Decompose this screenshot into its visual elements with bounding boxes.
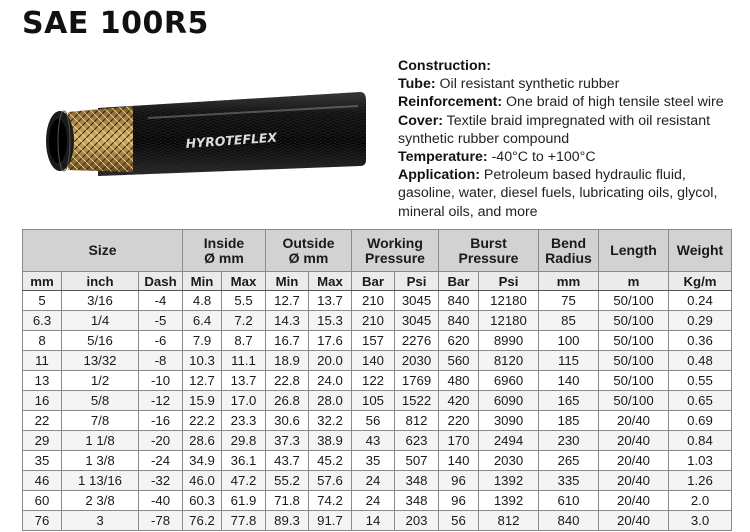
table-cell: 12.7 [266,291,309,311]
table-cell: -20 [139,431,183,451]
spec-construction: Construction: [398,58,491,74]
table-cell: 10.3 [183,351,222,371]
table-cell: 96 [439,471,479,491]
table-cell: 30.6 [266,411,309,431]
table-cell: 840 [439,311,479,331]
table-cell: 5/8 [62,391,139,411]
unit-header: Min [183,272,222,291]
table-cell: 812 [395,411,439,431]
specs-block [398,57,743,221]
table-cell: 348 [395,491,439,511]
table-cell: -78 [139,511,183,531]
table-cell: 75 [539,291,599,311]
table-cell: 105 [352,391,395,411]
table-cell: -40 [139,491,183,511]
table-row [23,371,732,391]
table-cell: 35 [23,451,62,471]
table-cell: -24 [139,451,183,471]
header-outside: Outside Ø mm [266,230,352,272]
hose-image [38,90,368,180]
table-cell: 13 [23,371,62,391]
table-cell: 5 [23,291,62,311]
unit-header: Bar [352,272,395,291]
table-cell: -5 [139,311,183,331]
table-cell: 0.65 [669,391,732,411]
table-cell: 840 [439,291,479,311]
table-cell: 210 [352,291,395,311]
table-cell: 96 [439,491,479,511]
table-cell: 0.69 [669,411,732,431]
table-cell: 60.3 [183,491,222,511]
table-cell: 2030 [479,451,539,471]
table-cell: 20/40 [599,431,669,451]
table-cell: 14.3 [266,311,309,331]
table-cell: -8 [139,351,183,371]
table-cell: 0.48 [669,351,732,371]
unit-header: Psi [395,272,439,291]
table-cell: 11.1 [222,351,266,371]
table-cell: 20.0 [309,351,352,371]
table-cell: 60 [23,491,62,511]
table-cell: 50/100 [599,371,669,391]
table-cell: 3 [62,511,139,531]
table-cell: 157 [352,331,395,351]
table-cell: 480 [439,371,479,391]
unit-header: inch [62,272,139,291]
table-cell: 7.2 [222,311,266,331]
table-cell: 265 [539,451,599,471]
table-row [23,331,732,351]
table-cell: 1/2 [62,371,139,391]
table-cell: 36.1 [222,451,266,471]
unit-header: Kg/m [669,272,732,291]
table-cell: 20/40 [599,491,669,511]
table-cell: 24 [352,471,395,491]
table-cell: 91.7 [309,511,352,531]
table-body [23,291,732,531]
table-cell: 29.8 [222,431,266,451]
table-cell: -6 [139,331,183,351]
table-cell: 170 [439,431,479,451]
unit-header: Max [309,272,352,291]
table-row [23,291,732,311]
table-cell: 77.8 [222,511,266,531]
table-cell: 3.0 [669,511,732,531]
table-cell: 17.6 [309,331,352,351]
header-length: Length [599,230,669,272]
table-cell: 43 [352,431,395,451]
table-cell: 8990 [479,331,539,351]
table-cell: 26.8 [266,391,309,411]
unit-header: mm [539,272,599,291]
table-cell: 50/100 [599,311,669,331]
table-cell: 4.8 [183,291,222,311]
table-cell: 23.3 [222,411,266,431]
table-cell: 18.9 [266,351,309,371]
table-cell: 0.29 [669,311,732,331]
table-cell: 24.0 [309,371,352,391]
table-cell: 0.55 [669,371,732,391]
table-cell: -32 [139,471,183,491]
table-cell: 57.6 [309,471,352,491]
table-cell: 185 [539,411,599,431]
table-cell: 7.9 [183,331,222,351]
table-cell: 24 [352,491,395,511]
spec-table [22,229,732,531]
table-cell: 2494 [479,431,539,451]
table-cell: 50/100 [599,331,669,351]
table-cell: -4 [139,291,183,311]
table-cell: 140 [439,451,479,471]
table-cell: 5/16 [62,331,139,351]
table-cell: 1/4 [62,311,139,331]
table-cell: 1.03 [669,451,732,471]
table-cell: 1.26 [669,471,732,491]
table-cell: 46 [23,471,62,491]
table-cell: 15.3 [309,311,352,331]
table-cell: 8120 [479,351,539,371]
table-cell: 74.2 [309,491,352,511]
table-cell: 20/40 [599,411,669,431]
table-cell: 28.0 [309,391,352,411]
table-cell: 0.24 [669,291,732,311]
table-cell: 8 [23,331,62,351]
table-cell: 16 [23,391,62,411]
unit-header: mm [23,272,62,291]
table-cell: 1392 [479,491,539,511]
spec-reinforcement: Reinforcement: One braid of high tensile steel wire [398,94,724,111]
table-row [23,351,732,371]
table-cell: 610 [539,491,599,511]
table-cell: 6.3 [23,311,62,331]
table-cell: 2.0 [669,491,732,511]
table-cell: 37.3 [266,431,309,451]
table-cell: 6960 [479,371,539,391]
table-row [23,391,732,411]
table-cell: 1 13/16 [62,471,139,491]
table-cell: 1522 [395,391,439,411]
unit-header: Max [222,272,266,291]
table-cell: 335 [539,471,599,491]
table-cell: 348 [395,471,439,491]
header-inside: Inside Ø mm [183,230,266,272]
spec-application: Application: Petroleum based hydraulic fluid, gasoline, water, diesel fuels, lubricating oils, glycol, mineral oils, and more [398,167,718,220]
table-row [23,311,732,331]
table-cell: 140 [539,371,599,391]
table-cell: -16 [139,411,183,431]
header-working-pressure: Working Pressure [352,230,439,272]
table-cell: 34.9 [183,451,222,471]
table-cell: 32.2 [309,411,352,431]
page-title: SAE 100R5 [22,6,209,41]
table-cell: 620 [439,331,479,351]
table-cell: 46.0 [183,471,222,491]
table-cell: 165 [539,391,599,411]
units-row [23,272,732,291]
table-cell: 13/32 [62,351,139,371]
table-row [23,491,732,511]
table-cell: 623 [395,431,439,451]
table-cell: 55.2 [266,471,309,491]
table-cell: -10 [139,371,183,391]
unit-header: m [599,272,669,291]
table-cell: 43.7 [266,451,309,471]
table-cell: 220 [439,411,479,431]
table-cell: 28.6 [183,431,222,451]
table-cell: 76 [23,511,62,531]
unit-header: Dash [139,272,183,291]
table-cell: 203 [395,511,439,531]
table-cell: 6.4 [183,311,222,331]
table-cell: 50/100 [599,291,669,311]
table-cell: 56 [439,511,479,531]
table-cell: 140 [352,351,395,371]
table-cell: 15.9 [183,391,222,411]
table-cell: 2276 [395,331,439,351]
header-weight: Weight [669,230,732,272]
table-cell: 61.9 [222,491,266,511]
unit-header: Min [266,272,309,291]
header-burst-pressure: Burst Pressure [439,230,539,272]
table-cell: 20/40 [599,471,669,491]
unit-header: Bar [439,272,479,291]
table-cell: 76.2 [183,511,222,531]
table-row [23,431,732,451]
table-cell: 210 [352,311,395,331]
spec-cover: Cover: Textile braid impregnated with oil resistant synthetic rubber compound [398,112,711,147]
table-cell: 22.8 [266,371,309,391]
table-cell: -12 [139,391,183,411]
table-cell: 3045 [395,291,439,311]
table-cell: 8.7 [222,331,266,351]
table-cell: 45.2 [309,451,352,471]
table-cell: 38.9 [309,431,352,451]
table-cell: 230 [539,431,599,451]
table-cell: 14 [352,511,395,531]
table-cell: 2 3/8 [62,491,139,511]
table-cell: 0.84 [669,431,732,451]
table-cell: 1 1/8 [62,431,139,451]
table-row [23,511,732,531]
table-cell: 812 [479,511,539,531]
table-cell: 3/16 [62,291,139,311]
table-cell: 29 [23,431,62,451]
table-cell: 100 [539,331,599,351]
table-cell: 12.7 [183,371,222,391]
table-row [23,411,732,431]
table-cell: 71.8 [266,491,309,511]
table-cell: 50/100 [599,351,669,371]
table-cell: 50/100 [599,391,669,411]
table-cell: 5.5 [222,291,266,311]
table-cell: 6090 [479,391,539,411]
table-cell: 1392 [479,471,539,491]
table-cell: 12180 [479,291,539,311]
table-cell: 115 [539,351,599,371]
table-cell: 20/40 [599,511,669,531]
header-bend-radius: Bend Radius [539,230,599,272]
table-cell: 85 [539,311,599,331]
table-cell: 17.0 [222,391,266,411]
table-cell: 89.3 [266,511,309,531]
table-cell: 3045 [395,311,439,331]
table-cell: 20/40 [599,451,669,471]
table-cell: 11 [23,351,62,371]
table-cell: 16.7 [266,331,309,351]
table-cell: 22 [23,411,62,431]
header-size: Size [23,230,183,272]
table-cell: 7/8 [62,411,139,431]
table-cell: 420 [439,391,479,411]
spec-temperature: Temperature: -40°C to +100°C [398,149,596,166]
table-cell: 3090 [479,411,539,431]
table-cell: 560 [439,351,479,371]
table-cell: 122 [352,371,395,391]
table-cell: 12180 [479,311,539,331]
table-cell: 840 [539,511,599,531]
table-cell: 47.2 [222,471,266,491]
table-cell: 1 3/8 [62,451,139,471]
table-cell: 2030 [395,351,439,371]
table-cell: 0.36 [669,331,732,351]
table-cell: 35 [352,451,395,471]
table-cell: 22.2 [183,411,222,431]
unit-header: Psi [479,272,539,291]
table-row [23,471,732,491]
table-cell: 1769 [395,371,439,391]
table-cell: 56 [352,411,395,431]
table-cell: 507 [395,451,439,471]
table-cell: 13.7 [222,371,266,391]
table-cell: 13.7 [309,291,352,311]
spec-tube: Tube: Oil resistant synthetic rubber [398,76,620,93]
brand-label: HYROTEFLEX [185,129,278,151]
table-row [23,451,732,471]
